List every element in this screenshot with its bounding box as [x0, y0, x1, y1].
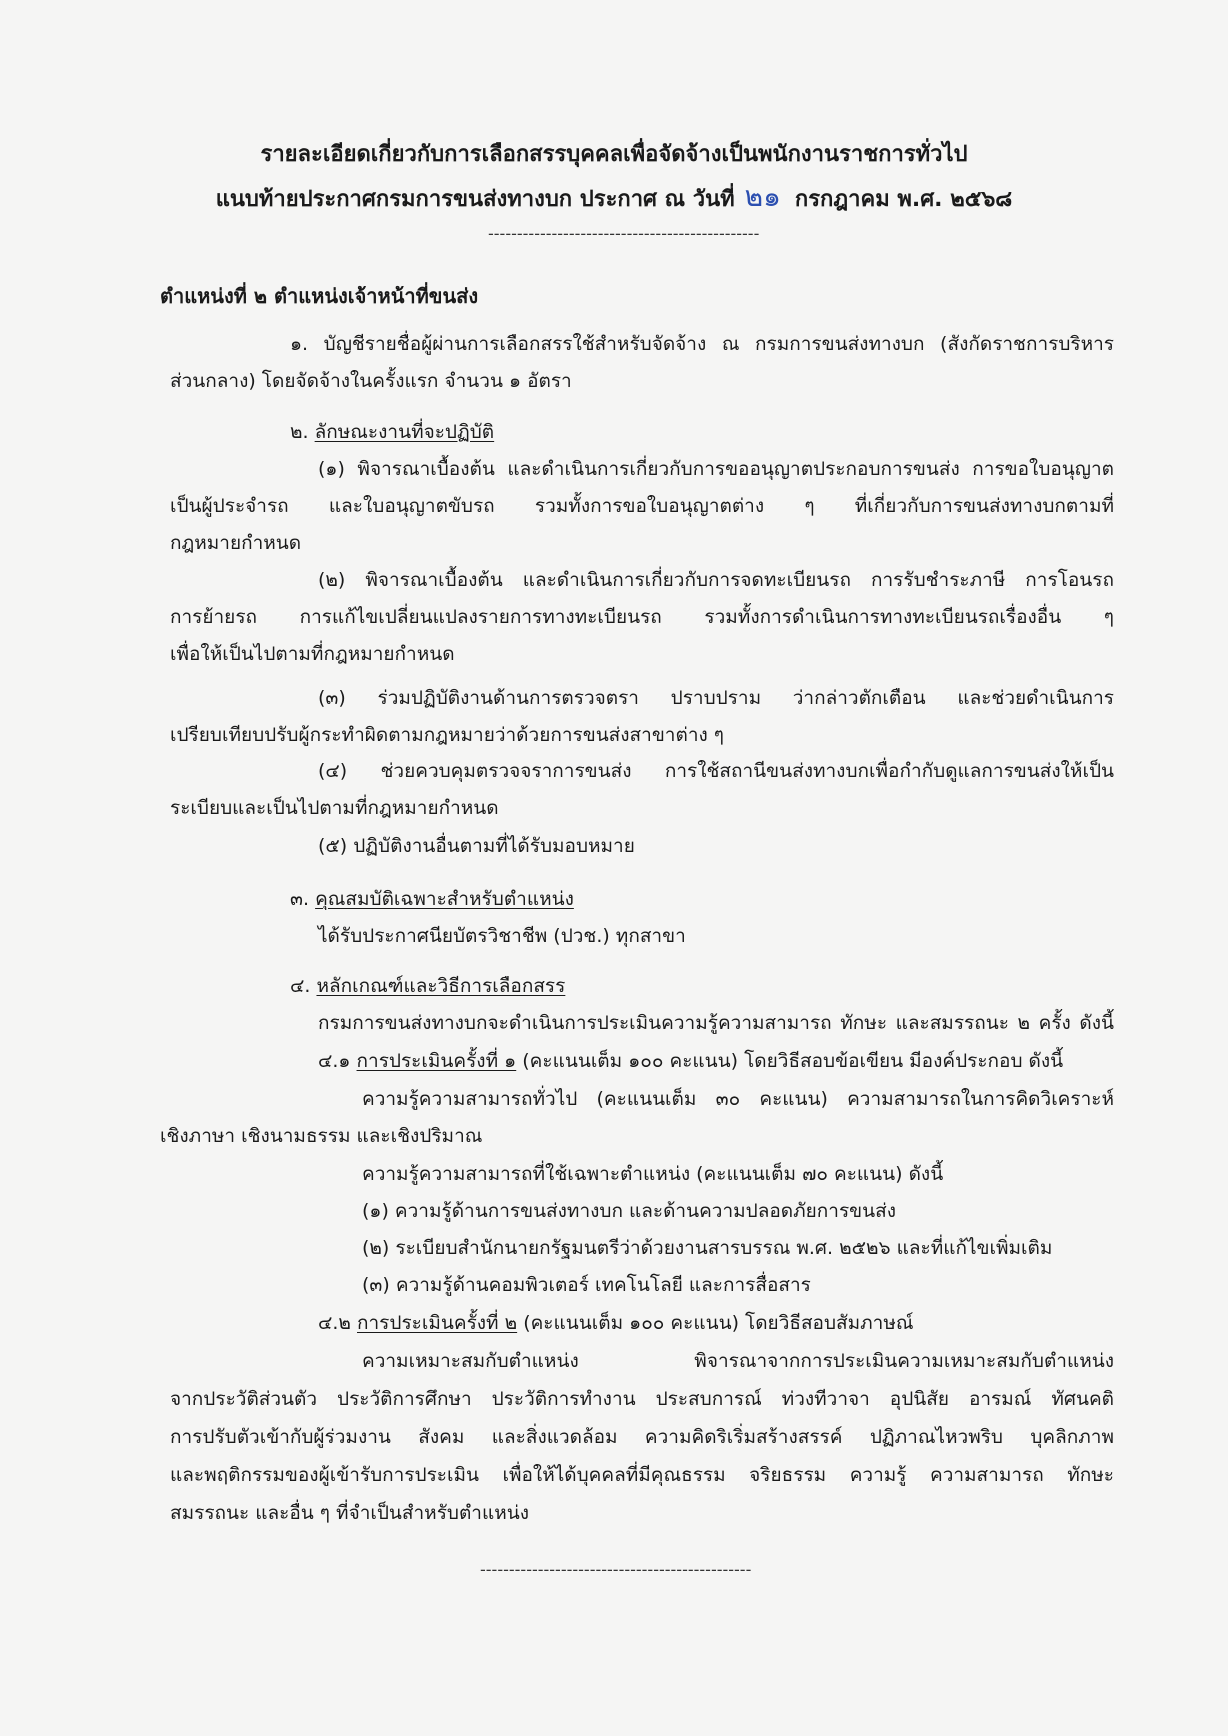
s42-line4: และพฤติกรรมของผู้เข้ารับการประเมิน เพื่อให้ได้บุคคลที่มีคุณธรรม จริยธรรม ความรู้ ความสามารถ ทักษะ — [170, 1464, 1114, 1486]
section2-number: ๒. — [290, 421, 309, 443]
section1-line1: ๑. บัญชีรายชื่อผู้ผ่านการเลือกสรรใช้สำหรับจัดจ้าง ณ กรมการขนส่งทางบก (สังกัดราชการบริหาร — [290, 333, 1114, 355]
s41-sub1: (๑) ความรู้ด้านการขนส่งทางบก และด้านความปลอดภัยการขนส่ง — [362, 1200, 897, 1222]
s42-title: การประเมินครั้งที่ ๒ — [357, 1312, 518, 1334]
handwritten-date: ๒๑ — [744, 180, 781, 213]
footer-separator: ----------------------------------------------- — [480, 1560, 752, 1579]
s2-item3-line1: (๓) ร่วมปฏิบัติงานด้านการตรวจตรา ปราบปราม ว่ากล่าวตักเตือน และช่วยดำเนินการ — [318, 687, 1114, 709]
s41-number: ๔.๑ — [318, 1050, 351, 1072]
s41-specific: ความรู้ความสามารถที่ใช้เฉพาะตำแหน่ง (คะแนนเต็ม ๗๐ คะแนน) ดังนี้ — [362, 1163, 944, 1185]
document-subtitle — [0, 180, 1228, 217]
s42-number: ๔.๒ — [318, 1312, 351, 1334]
subtitle-prefix: แนบท้ายประกาศกรมการขนส่งทางบก ประกาศ ณ วันที่ — [215, 187, 735, 212]
s2-item2-line1: (๒) พิจารณาเบื้องต้น และดำเนินการเกี่ยวกับการจดทะเบียนรถ การรับชำระภาษี การโอนรถ — [318, 569, 1114, 591]
s41-general-line1: ความรู้ความสามารถทั่วไป (คะแนนเต็ม ๓๐ คะแนน) ความสามารถในการคิดวิเคราะห์ — [362, 1088, 1114, 1110]
subtitle-suffix: กรกฎาคม พ.ศ. ๒๕๖๘ — [794, 187, 1013, 212]
s41-sub2: (๒) ระเบียบสำนักนายกรัฐมนตรีว่าด้วยงานสารบรรณ พ.ศ. ๒๕๒๖ และที่แก้ไขเพิ่มเติม — [362, 1237, 1053, 1259]
s2-item1-line3: กฎหมายกำหนด — [170, 532, 302, 554]
section4-intro: กรมการขนส่งทางบกจะดำเนินการประเมินความรู้ความสามารถ ทักษะ และสมรรถนะ ๒ ครั้ง ดังนี้ — [318, 1012, 1114, 1034]
s41-heading — [318, 1047, 1063, 1075]
s2-item2-line3: เพื่อให้เป็นไปตามที่กฎหมายกำหนด — [170, 643, 455, 665]
section3-title: คุณสมบัติเฉพาะสำหรับตำแหน่ง — [315, 888, 574, 910]
s2-item5: (๕) ปฏิบัติงานอื่นตามที่ได้รับมอบหมาย — [318, 835, 635, 857]
section4-heading — [290, 972, 565, 1000]
s42-heading — [318, 1309, 914, 1337]
section2-heading — [290, 418, 494, 446]
section3-number: ๓. — [290, 888, 310, 910]
s2-item1-line2: เป็นผู้ประจำรถ และใบอนุญาตขับรถ รวมทั้งการขอใบอนุญาตต่าง ๆ ที่เกี่ยวกับการขนส่งทางบกตามที่ — [170, 495, 1114, 517]
s42-line3: การปรับตัวเข้ากับผู้ร่วมงาน สังคม และสิ่งแวดล้อม ความคิดริเริ่มสร้างสรรค์ ปฏิภาณไหวพริบ บุคลิกภาพ — [170, 1426, 1114, 1448]
section2-title: ลักษณะงานที่จะปฏิบัติ — [314, 421, 495, 443]
s42-line5: สมรรถนะ และอื่น ๆ ที่จำเป็นสำหรับตำแหน่ง — [170, 1502, 530, 1524]
header-separator: ----------------------------------------------- — [488, 224, 760, 243]
section4-title: หลักเกณฑ์และวิธีการเลือกสรร — [316, 975, 566, 997]
s41-sub3: (๓) ความรู้ด้านคอมพิวเตอร์ เทคโนโลยี และการสื่อสาร — [362, 1274, 811, 1296]
s41-general-line2: เชิงภาษา เชิงนามธรรม และเชิงปริมาณ — [160, 1125, 483, 1147]
section1-line2: ส่วนกลาง) โดยจัดจ้างในครั้งแรก จำนวน ๑ อัตรา — [170, 370, 572, 392]
position-heading: ตำแหน่งที่ ๒ ตำแหน่งเจ้าหน้าที่ขนส่ง — [160, 284, 479, 308]
s41-title: การประเมินครั้งที่ ๑ — [356, 1050, 517, 1072]
s42-rest: (คะแนนเต็ม ๑๐๐ คะแนน) โดยวิธีสอบสัมภาษณ์ — [523, 1312, 914, 1334]
s2-item2-line2: การย้ายรถ การแก้ไขเปลี่ยนแปลงรายการทางทะเบียนรถ รวมทั้งการดำเนินการทางทะเบียนรถเรื่องอื่น ๆ — [170, 606, 1114, 628]
s2-item1-line1: (๑) พิจารณาเบื้องต้น และดำเนินการเกี่ยวกับการขออนุญาตประกอบการขนส่ง การขอใบอนุญาต — [318, 458, 1114, 480]
section3-heading — [290, 885, 574, 913]
s42-line2: จากประวัติส่วนตัว ประวัติการศึกษา ประวัติการทำงาน ประสบการณ์ ท่วงทีวาจา อุปนิสัย อารมณ์ ทัศนคติ — [170, 1388, 1114, 1410]
s2-item4-line2: ระเบียบและเป็นไปตามที่กฎหมายกำหนด — [170, 797, 499, 819]
section4-number: ๔. — [290, 975, 311, 997]
document-title: รายละเอียดเกี่ยวกับการเลือกสรรบุคคลเพื่อจัดจ้างเป็นพนักงานราชการทั่วไป — [260, 142, 968, 167]
s42-line1: ความเหมาะสมกับตำแหน่ง พิจารณาจากการประเมินความเหมาะสมกับตำแหน่ง — [362, 1350, 1114, 1372]
s2-item3-line2: เปรียบเทียบปรับผู้กระทำผิดตามกฎหมายว่าด้วยการขนส่งสาขาต่าง ๆ — [170, 724, 725, 746]
s41-rest: (คะแนนเต็ม ๑๐๐ คะแนน) โดยวิธีสอบข้อเขียน มีองค์ประกอบ ดังนี้ — [522, 1050, 1064, 1072]
section3-body: ได้รับประกาศนียบัตรวิชาชีพ (ปวช.) ทุกสาขา — [318, 925, 686, 947]
s2-item4-line1: (๔) ช่วยควบคุมตรวจจราการขนส่ง การใช้สถานีขนส่งทางบกเพื่อกำกับดูแลการขนส่งให้เป็น — [318, 760, 1114, 782]
